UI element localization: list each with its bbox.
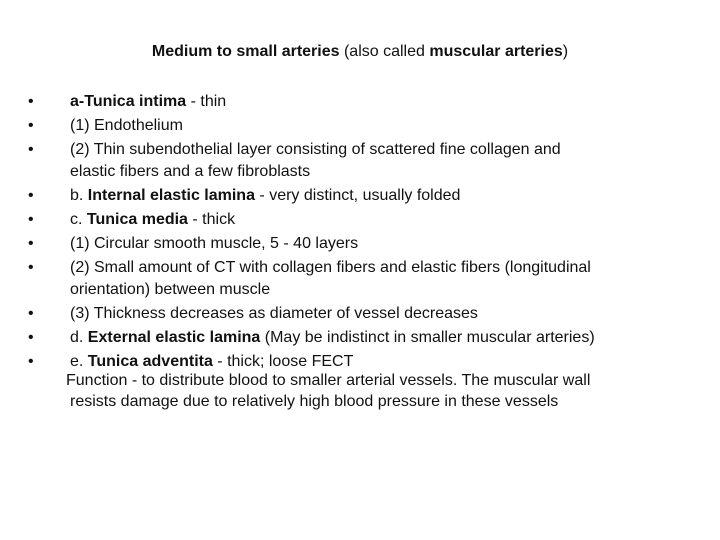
bullet-text: (1) Endothelium: [70, 117, 183, 134]
bullet-text: - very distinct, usually folded: [254, 187, 461, 204]
slide-title: [0, 41, 720, 63]
bullet-bold: Internal elastic lamina: [87, 187, 255, 204]
bullet-bold: a-Tunica intima: [70, 93, 187, 110]
bullet-item-tunica-media: [28, 209, 708, 231]
function-paragraph: [66, 370, 710, 412]
bullet-bold: External elastic lamina: [87, 329, 261, 346]
bullet-bold: Tunica media: [86, 211, 188, 228]
bullet-item-internal-elastic-lamina: [28, 185, 708, 207]
title-bold-2: muscular arteries: [429, 43, 563, 60]
bullet-prefix: d.: [70, 329, 88, 346]
bullet-continuation: elastic fibers and a few fibroblasts: [70, 163, 311, 180]
bullet-list: [28, 91, 708, 375]
bullet-prefix: b.: [70, 187, 88, 204]
title-text-1: (also called: [339, 43, 430, 60]
bullet-item-circular-smooth-muscle: [28, 233, 708, 255]
bullet-item-endothelium: [28, 115, 708, 137]
bullet-text: - thin: [186, 93, 227, 110]
title-bold-1: Medium to small arteries: [151, 43, 340, 60]
function-line-1: Function - to distribute blood to smaller arterial vessels. The muscular wall: [66, 372, 591, 389]
bullet-text: - thick: [187, 211, 236, 228]
bullet-item-external-elastic-lamina: [28, 327, 708, 349]
bullet-bold: Tunica adventita: [87, 353, 213, 370]
bullet-prefix: e.: [70, 353, 88, 370]
bullet-item-thickness-decreases: [28, 303, 708, 325]
bullet-continuation: orientation) between muscle: [70, 281, 271, 298]
function-line-2: resists damage due to relatively high blood pressure in these vessels: [70, 393, 559, 410]
bullet-text: (May be indistinct in smaller muscular arteries): [260, 329, 595, 346]
bullet-text: (1) Circular smooth muscle, 5 - 40 layers: [70, 235, 359, 252]
bullet-text: - thick; loose FECT: [212, 353, 354, 370]
bullet-item-small-amount-ct: [28, 257, 708, 301]
bullet-item-tunica-intima: [28, 91, 708, 113]
title-text-2: ): [562, 43, 569, 60]
bullet-text: (3) Thickness decreases as diameter of vessel decreases: [70, 305, 478, 322]
bullet-text: (2) Thin subendothelial layer consisting of scattered fine collagen and: [70, 141, 561, 158]
bullet-text: (2) Small amount of CT with collagen fibers and elastic fibers (longitudinal: [70, 259, 591, 276]
bullet-prefix: c.: [70, 211, 87, 228]
bullet-item-subendothelial-layer: [28, 139, 708, 183]
